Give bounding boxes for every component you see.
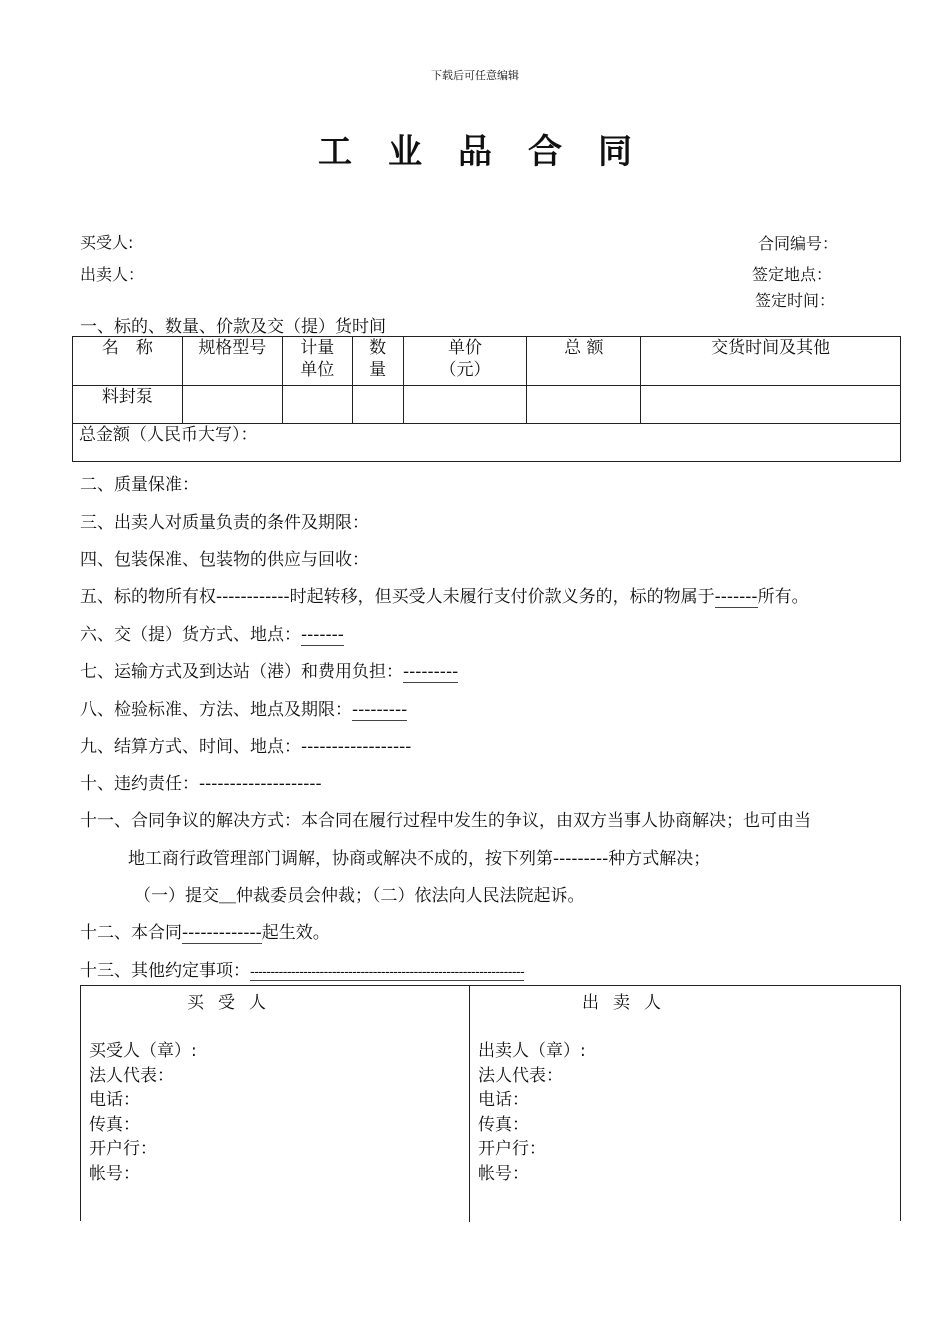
buyer-signature-column — [81, 986, 470, 1222]
clause-3: 三、出卖人对质量负责的条件及期限： — [80, 513, 369, 533]
col-name-header: 名 称 — [73, 337, 183, 386]
cell-name: 料封泵 — [73, 386, 183, 424]
col-unit-header: 计量 单位 — [282, 337, 352, 386]
clause-7 — [80, 657, 458, 682]
goods-table — [72, 336, 901, 462]
clause-5-text-a: 五、标的物所有权 — [80, 587, 216, 607]
col-qty-header: 数 量 — [352, 337, 403, 386]
clause-2: 二、质量保准： — [80, 475, 199, 495]
buyer-fax-label: 传真： — [89, 1114, 140, 1135]
total-row — [73, 424, 901, 462]
clause-8 — [80, 695, 407, 720]
clause-11-blank: --------- — [553, 849, 609, 869]
buyer-bank-label: 开户行： — [89, 1139, 157, 1159]
section1-title: 一、标的、数量、价款及交（提）货时间 — [80, 317, 386, 337]
clause-11-line1: 十一、合同争议的解决方式：本合同在履行过程中发生的争议，由双方当事人协商解决；也可由当 — [80, 811, 811, 831]
clause-6-text: 六、交（提）货方式、地点： — [80, 625, 301, 645]
clause-10-blank: -------------------- — [199, 774, 322, 794]
seller-signature-column — [470, 986, 900, 1222]
cell-spec — [182, 386, 282, 424]
clause-7-blank: --------- — [403, 662, 459, 682]
seller-fax-label: 传真： — [478, 1114, 529, 1135]
seller-label: 出卖人： — [80, 265, 145, 284]
buyer-signature-fields — [89, 1039, 197, 1186]
buyer-legal-rep-label: 法人代表： — [89, 1065, 174, 1086]
clause-8-blank: --------- — [352, 700, 408, 720]
col-spec-header: 规格型号 — [182, 337, 282, 386]
clause-5-blank-1: ------------ — [216, 587, 290, 607]
clause-12-text-a: 十二、本合同 — [80, 923, 182, 943]
clause-6 — [80, 620, 344, 645]
seller-stamp-label: 出卖人（章）: — [478, 1041, 586, 1061]
clause-5-blank-2: ------- — [714, 587, 758, 607]
seller-signature-heading: 出卖人 — [582, 993, 675, 1013]
buyer-account-label: 帐号： — [89, 1163, 140, 1184]
total-amount-label: 总金额（人民币大写）： — [73, 424, 901, 462]
buyer-stamp-label: 买受人（章）: — [89, 1041, 197, 1061]
cell-price — [403, 386, 527, 424]
header-note: 下载后可任意编辑 — [431, 69, 519, 82]
table-row — [73, 386, 901, 424]
contract-no-label: 合同编号： — [758, 234, 839, 253]
clause-11-line3: （一）提交＿仲裁委员会仲裁；（二）依法向人民法院起诉。 — [134, 886, 585, 906]
clause-7-text: 七、运输方式及到达站（港）和费用负担： — [80, 662, 403, 682]
signature-box — [80, 985, 901, 1221]
clause-10 — [80, 769, 322, 794]
clause-8-text: 八、检验标准、方法、地点及期限： — [80, 700, 352, 720]
clause-6-blank: ------- — [301, 625, 344, 645]
seller-account-label: 帐号： — [478, 1163, 529, 1184]
buyer-phone-label: 电话： — [89, 1090, 140, 1110]
clause-4: 四、包装保准、包装物的供应与回收： — [80, 550, 369, 570]
clause-9 — [80, 732, 411, 757]
sign-time-label: 签定时间： — [755, 291, 836, 310]
seller-phone-label: 电话： — [478, 1090, 529, 1110]
clause-9-blank: ------------------ — [301, 737, 412, 757]
clause-10-text: 十、违约责任： — [80, 774, 199, 794]
clause-5 — [80, 582, 809, 607]
cell-unit — [282, 386, 352, 424]
col-total-header: 总 额 — [527, 337, 641, 386]
clause-13 — [80, 956, 524, 981]
cell-total — [527, 386, 641, 424]
cell-delivery — [641, 386, 901, 424]
seller-signature-fields — [478, 1039, 586, 1186]
clause-12 — [80, 918, 330, 943]
cell-qty — [352, 386, 403, 424]
page-title: 工业品合同 — [318, 132, 668, 172]
clause-9-text: 九、结算方式、时间、地点： — [80, 737, 301, 757]
clause-13-text: 十三、其他约定事项： — [80, 961, 250, 981]
goods-table-header — [73, 337, 901, 386]
clause-5-text-b: 时起转移，但买受人未履行支付价款义务的，标的物属于 — [289, 587, 715, 607]
clause-13-blank: ------------------------------------------------------------------- — [250, 965, 525, 980]
clause-11-text-a: 地工商行政管理部门调解，协商或解决不成的，按下列第 — [128, 849, 553, 869]
sign-place-label: 签定地点： — [752, 265, 833, 284]
clause-11-text-b: 种方式解决； — [608, 849, 711, 869]
col-delivery-header: 交货时间及其他 — [641, 337, 901, 386]
clause-11-line2 — [128, 844, 710, 869]
clause-12-blank: ------------- — [182, 923, 262, 943]
clause-12-text-b: 起生效。 — [261, 923, 330, 943]
col-price-header: 单价 （元） — [403, 337, 527, 386]
buyer-label: 买受人: — [80, 233, 134, 252]
buyer-signature-heading: 买受人 — [187, 993, 280, 1013]
seller-bank-label: 开户行： — [478, 1139, 546, 1159]
clause-5-text-c: 所有。 — [757, 587, 809, 607]
seller-legal-rep-label: 法人代表： — [478, 1065, 563, 1086]
